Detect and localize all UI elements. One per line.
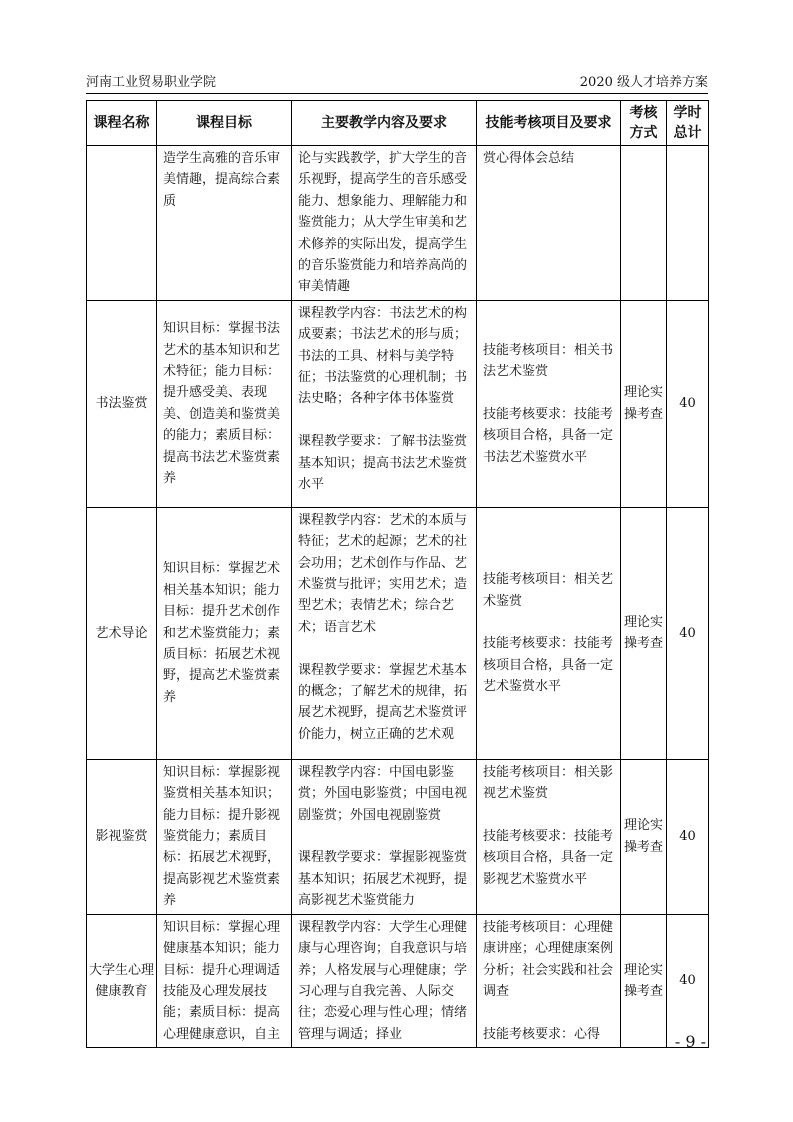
content-text: 课程教学内容：艺术的本质与特征；艺术的起源；艺术的社会功用；艺术创作与作品、艺术鉴赏与批评；实用艺术；造型艺术；表情艺术；综合艺术；语言艺术 bbox=[298, 512, 468, 635]
course-content bbox=[292, 914, 477, 1047]
col-header-name: 课程名称 bbox=[87, 101, 157, 146]
course-content bbox=[292, 300, 477, 507]
course-table bbox=[86, 100, 709, 1048]
col-header-hours: 学时总计 bbox=[667, 101, 709, 146]
table-header-row bbox=[87, 101, 709, 146]
table-row bbox=[87, 146, 709, 301]
course-goal: 知识目标：掌握心理健康基本知识；能力目标：提升心理调适技能及心理发展技能；素质目标：提高心理健康意识，自主 bbox=[157, 914, 292, 1047]
col-header-skill: 技能考核项目及要求 bbox=[477, 101, 621, 146]
course-name: 影视鉴赏 bbox=[87, 759, 157, 914]
course-goal: 知识目标：掌握影视鉴赏相关基本知识；能力目标：提升影视鉴赏能力；素质目标：拓展艺术视野，提高影视艺术鉴赏素养 bbox=[157, 759, 292, 914]
col-header-goal: 课程目标 bbox=[157, 101, 292, 146]
course-goal: 知识目标：掌握书法艺术的基本知识和艺术特征；能力目标：提升感受美、表现美、创造美和鉴赏美的能力；素质目标：提高书法艺术鉴赏素养 bbox=[157, 300, 292, 507]
total-hours bbox=[667, 146, 709, 301]
skill-requirement: 技能考核要求：心得 bbox=[483, 1026, 601, 1042]
table-row bbox=[87, 300, 709, 507]
content-requirement: 课程教学要求：了解书法鉴赏基本知识；提高书法艺术鉴赏水平 bbox=[298, 434, 468, 493]
content-text: 课程教学内容：大学生心理健康与心理咨询；自我意识与培养；人格发展与心理健康；学习心理与自我完善、人际交往；恋爱心理与性心理；情绪管理与调适；择业 bbox=[298, 919, 468, 1042]
assessment-method: 理论实操考查 bbox=[621, 914, 667, 1047]
course-name: 书法鉴赏 bbox=[87, 300, 157, 507]
skill-requirement: 技能考核要求：技能考核项目合格，具备一定影视艺术鉴赏水平 bbox=[483, 829, 614, 887]
skill-requirement: 技能考核要求：技能考核项目合格，具备一定书法艺术鉴赏水平 bbox=[483, 406, 614, 465]
header-rule bbox=[86, 93, 708, 94]
skill-item: 技能考核项目：心理健康讲座；心理健康案例分析；社会实践和社会调查 bbox=[483, 919, 614, 999]
table-row bbox=[87, 507, 709, 759]
assessment-method: 理论实操考查 bbox=[621, 759, 667, 914]
course-goal: 造学生高雅的音乐审美情趣，提高综合素质 bbox=[157, 146, 292, 301]
course-name: 艺术导论 bbox=[87, 507, 157, 759]
course-skill bbox=[477, 507, 621, 759]
content-text: 课程教学内容：中国电影鉴赏；外国电影鉴赏；中国电视剧鉴赏；外国电视剧鉴赏 bbox=[298, 764, 468, 823]
page-header bbox=[86, 74, 708, 92]
content-text: 课程教学内容：书法艺术的构成要素；书法艺术的形与质；书法的工具、材料与美学特征；书法鉴赏的心理机制；书法史略；各种字体书体鉴赏 bbox=[298, 305, 468, 407]
course-skill bbox=[477, 759, 621, 914]
course-name: 大学生心理健康教育 bbox=[87, 914, 157, 1047]
skill-item: 技能考核项目：相关艺术鉴赏 bbox=[483, 572, 614, 609]
table-row bbox=[87, 914, 709, 1047]
course-content bbox=[292, 507, 477, 759]
course-content bbox=[292, 759, 477, 914]
skill-requirement: 技能考核要求：技能考核项目合格，具备一定艺术鉴赏水平 bbox=[483, 636, 614, 695]
header-school-name: 河南工业贸易职业学院 bbox=[86, 75, 217, 90]
total-hours: 40 bbox=[667, 759, 709, 914]
total-hours: 40 bbox=[667, 507, 709, 759]
skill-text: 赏心得体会总结 bbox=[483, 151, 575, 166]
content-text: 论与实践教学，扩大学生的音乐视野，提高学生的音乐感受能力、想象能力、理解能力和鉴赏能力；从大学生审美和艺术修养的实际出发，提高学生的音乐鉴赏能力和培养高尚的审美情趣 bbox=[298, 151, 468, 295]
col-header-method: 考核方式 bbox=[621, 101, 667, 146]
course-goal: 知识目标：掌握艺术相关基本知识；能力目标：提升艺术创作和艺术鉴赏能力；素质目标：拓展艺术视野，提高艺术鉴赏素养 bbox=[157, 507, 292, 759]
col-header-content: 主要教学内容及要求 bbox=[292, 101, 477, 146]
course-name bbox=[87, 146, 157, 301]
page-number: - 9 - bbox=[674, 1032, 706, 1051]
assessment-method: 理论实操考查 bbox=[621, 300, 667, 507]
course-skill bbox=[477, 300, 621, 507]
header-plan-title: 2020 级人才培养方案 bbox=[579, 75, 708, 90]
table-row bbox=[87, 759, 709, 914]
assessment-method: 理论实操考查 bbox=[621, 507, 667, 759]
content-requirement: 课程教学要求：掌握艺术基本的概念；了解艺术的规律，拓展艺术视野，提高艺术鉴赏评价能力，树立正确的艺术观 bbox=[298, 662, 468, 742]
assessment-method bbox=[621, 146, 667, 301]
course-content bbox=[292, 146, 477, 301]
skill-item: 技能考核项目：相关影视艺术鉴赏 bbox=[483, 764, 614, 802]
total-hours: 40 bbox=[667, 914, 709, 1047]
content-requirement: 课程教学要求：掌握影视鉴赏基本知识；拓展艺术视野，提高影视艺术鉴赏能力 bbox=[298, 850, 468, 909]
total-hours: 40 bbox=[667, 300, 709, 507]
course-skill bbox=[477, 146, 621, 301]
skill-item: 技能考核项目：相关书法艺术鉴赏 bbox=[483, 342, 614, 380]
course-skill bbox=[477, 914, 621, 1047]
